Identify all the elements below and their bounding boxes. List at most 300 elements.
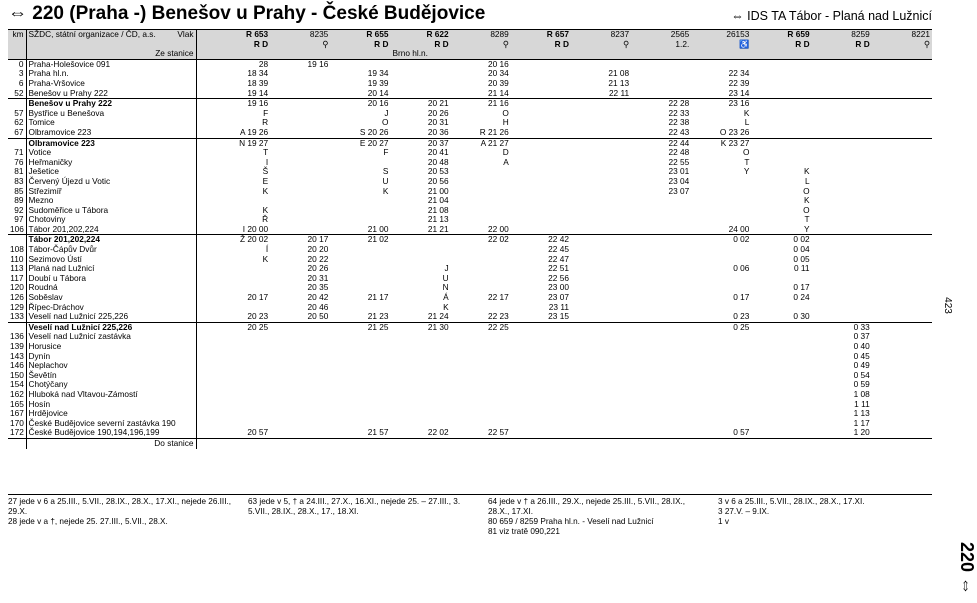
km-value: 89 [14,195,24,206]
to-station-row [8,438,932,448]
time-cell: 21 08 [427,204,449,215]
km-value: 108 [10,244,24,255]
time-cell [210,380,270,390]
time-cell: 19 16 [270,59,330,69]
time-cell: 22 51 [548,263,569,274]
time-cell [210,342,270,352]
time-cell [451,342,511,352]
time-cell [812,312,872,322]
time-cell: 23 07 [668,185,690,196]
station-name: Neplachov [26,361,196,371]
time-cell [571,390,631,400]
time-cell: 22 00 [488,223,509,234]
time-cell [691,342,751,352]
time-cell: 21 13 [608,77,630,88]
time-cell [631,196,691,206]
page-footer-route: 220 ⇔ [957,541,977,595]
table-row [8,99,932,109]
time-cell [390,69,450,79]
time-cell [270,128,330,138]
time-cell [571,177,631,187]
time-cell [631,303,691,313]
time-cell [270,158,330,168]
station-name: Roudná [26,283,196,293]
time-cell [571,342,631,352]
time-cell [451,390,511,400]
table-row [8,206,932,216]
table-row [8,69,932,79]
station-name: Veselí nad Lužnicí zastávka [26,332,196,342]
route-title [8,3,485,25]
time-cell [691,274,751,284]
time-cell [571,274,631,284]
time-cell: 0 23 [733,311,750,322]
time-cell: R 21 26 [479,126,509,137]
time-cell: 23 14 [728,87,750,98]
station-name: Chotoviny [26,215,196,225]
km-header: km [8,30,26,40]
time-cell [511,342,571,352]
km-value: 97 [14,214,24,225]
time-cell [751,99,811,109]
timetable-body [8,59,932,438]
time-cell [691,400,751,410]
station-name: Tábor 201,202,224 [26,235,196,245]
time-cell [390,59,450,69]
time-cell [511,400,571,410]
time-cell: H [502,117,509,128]
station-name: Doubí u Tábora [26,274,196,284]
time-cell [631,371,691,381]
time-cell: 22 17 [488,292,509,303]
time-cell [571,312,631,322]
time-cell [691,380,751,390]
time-cell: 20 37 [390,138,450,148]
time-cell [631,215,691,225]
time-cell [872,128,932,138]
time-cell [330,371,390,381]
station-name: Soběslav [26,293,196,303]
time-cell: 22 34 [728,68,750,79]
time-cell [571,293,631,303]
time-cell [511,59,571,69]
time-cell: A 21 27 [451,138,511,148]
table-row [8,177,932,187]
time-cell: E 20 27 [330,138,390,148]
table-row [8,312,932,322]
km-value: 136 [10,331,24,342]
time-cell [210,274,270,284]
station-name: Veselí nad Lužnicí 225,226 [26,312,196,322]
time-cell [511,138,571,148]
km-value: 113 [10,263,24,274]
time-cell [631,342,691,352]
time-cell: 1 20 [853,427,870,438]
time-cell: 20 36 [427,126,449,137]
footnote: 3 v 6 a 25.III., 5.VII., 28.IX., 28.X., 17.XI. [718,497,865,506]
time-cell [631,235,691,245]
time-cell [511,322,571,332]
station-name: Benešov u Prahy 222 [26,99,196,109]
time-cell: 18 34 [247,68,269,79]
time-cell: 20 31 [427,117,449,128]
time-cell: 19 16 [210,99,270,109]
train-class: R D [812,40,872,50]
time-cell: 0 37 [853,331,870,342]
time-cell: 20 16 [451,59,511,69]
time-cell [511,225,571,235]
time-cell: 22 02 [427,427,449,438]
time-cell [210,196,270,206]
time-cell: 0 40 [853,341,870,351]
time-cell: 21 24 [427,311,449,322]
time-cell: 0 24 [793,292,810,303]
table-row [8,400,932,410]
time-cell [270,99,330,109]
footnotes [8,494,932,541]
train-no: R 653 [210,30,270,40]
time-cell: 23 16 [691,99,751,109]
time-cell [571,128,631,138]
time-cell: L [804,175,810,186]
time-cell [390,235,450,245]
footnote: 80 659 / 8259 Praha hl.n. - Veselí nad Lužnicí [488,517,654,526]
time-cell: K [743,107,750,118]
timetable-table [8,29,932,449]
km-value: 110 [10,253,24,264]
time-cell: 20 20 [307,244,329,255]
time-cell: 20 56 [427,175,449,186]
time-cell: K [262,204,269,215]
time-cell: 20 50 [307,311,329,322]
train-no: R 657 [511,30,571,40]
time-cell [751,380,811,390]
time-cell: 20 26 [307,263,329,274]
table-row [8,342,932,352]
time-cell: L [744,117,750,128]
station-name: Hrdějovice [26,409,196,419]
km-value: 52 [14,87,24,98]
time-cell [390,342,450,352]
time-cell [691,371,751,381]
time-cell [812,167,872,177]
time-cell [872,390,932,400]
time-cell [691,409,751,419]
time-cell [691,187,751,197]
time-cell [571,99,631,109]
time-cell [571,400,631,410]
km-value: 3 [18,68,24,79]
time-cell: 20 34 [488,68,509,79]
time-cell [330,245,390,255]
time-cell [872,342,932,352]
time-cell [691,352,751,362]
time-cell [390,89,450,99]
time-cell: 20 17 [247,292,269,303]
time-cell: R [262,117,269,128]
origin-station: Brno hl.n. [390,49,450,59]
time-cell [270,138,330,148]
time-cell [812,187,872,197]
time-cell [751,332,811,342]
km-value: 170 [10,417,24,428]
table-row [8,215,932,225]
station-name: Sezimovo Ústí [26,255,196,265]
time-cell [751,428,811,438]
time-cell [511,99,571,109]
time-cell [210,264,270,274]
train-no: R 659 [751,30,811,40]
time-cell [751,419,811,429]
train-no: R 622 [390,30,450,40]
station-name: Olbramovice 223 [26,128,196,138]
time-cell [571,215,631,225]
train-class: R D [330,40,390,50]
time-cell [872,109,932,119]
station-name: Dynín [26,352,196,362]
time-cell [270,69,330,79]
table-row [8,264,932,274]
time-cell: 24 00 [728,223,750,234]
time-cell: I 20 00 [242,223,269,234]
time-cell [270,89,330,99]
time-cell: 20 39 [488,77,509,88]
time-cell: 0 02 [691,235,751,245]
table-row [8,187,932,197]
time-cell [210,361,270,371]
time-cell [872,303,932,313]
time-cell [751,400,811,410]
table-row [8,138,932,148]
ids-arrow-icon: ⇔ [731,9,744,23]
time-cell [511,352,571,362]
time-cell [571,371,631,381]
time-cell [270,187,330,197]
km-value: 162 [10,388,24,399]
time-cell: I [265,156,269,167]
train-number-row [8,30,932,40]
time-cell: 23 01 [668,166,690,177]
station-name: Mezno [26,196,196,206]
bike-icon: ⚲ [872,40,932,50]
time-cell: Š [262,166,269,177]
time-cell [511,215,571,225]
time-cell [751,390,811,400]
time-cell: O 23 26 [719,126,750,137]
time-cell [330,264,390,274]
table-row [8,361,932,371]
time-cell [451,264,511,274]
time-cell [812,293,872,303]
time-cell: K 23 27 [691,138,751,148]
time-cell: 22 57 [488,427,509,438]
time-cell: 0 02 [751,235,811,245]
time-cell [751,128,811,138]
time-cell: 21 21 [427,223,449,234]
time-cell [872,235,932,245]
station-name: Benešov u Prahy 222 [26,89,196,99]
station-name: Chotýčany [26,380,196,390]
station-name: Heřmaničky [26,158,196,168]
time-cell [872,274,932,284]
time-cell [691,390,751,400]
time-cell: 20 14 [367,87,389,98]
time-cell [872,400,932,410]
time-cell [270,196,330,206]
time-cell: 0 30 [793,311,810,322]
time-cell [511,118,571,128]
time-cell [511,79,571,89]
time-cell [330,196,390,206]
time-cell [390,79,450,89]
train-class: 1.2. [631,40,691,50]
time-cell [812,225,872,235]
time-cell [511,148,571,158]
time-cell [631,69,691,79]
time-cell [390,352,450,362]
time-cell: K [262,185,269,196]
time-cell: O [803,185,810,196]
table-row [8,428,932,438]
time-cell: 20 42 [307,292,329,303]
time-cell [872,380,932,390]
station-name: Veselí nad Lužnicí 225,226 [26,322,196,332]
time-cell [270,167,330,177]
time-cell [270,215,330,225]
time-cell: 23 07 [548,292,569,303]
from-station-row [8,49,932,59]
time-cell [751,118,811,128]
time-cell: 20 22 [307,253,329,264]
time-cell [270,409,330,419]
time-cell: K [262,253,269,264]
time-cell [511,167,571,177]
time-cell [751,361,811,371]
time-cell [631,419,691,429]
train-class: R D [511,40,571,50]
time-cell [691,332,751,342]
time-cell [812,89,872,99]
time-cell [571,303,631,313]
time-cell [631,361,691,371]
time-cell [330,342,390,352]
time-cell [451,177,511,187]
time-cell [270,380,330,390]
time-cell [451,400,511,410]
time-cell: 22 45 [548,244,569,255]
time-cell: D [502,147,509,158]
time-cell [511,332,571,342]
time-cell [210,390,270,400]
time-cell [571,206,631,216]
time-cell: 21 00 [367,223,389,234]
time-cell [751,322,811,332]
time-cell: F [263,107,269,118]
time-cell [631,409,691,419]
time-cell [390,390,450,400]
time-cell: A 19 26 [240,126,269,137]
footnote: 64 jede v † a 26.III., 29.X., nejede 25.III., 5.VII., 28.IX., 28.X., 17.XI. [488,497,686,516]
time-cell [451,206,511,216]
time-cell [812,148,872,158]
time-cell [330,409,390,419]
time-cell [872,167,932,177]
km-value: 62 [14,117,24,128]
route-arrow-icon: ⇔ [957,577,977,595]
time-cell [691,245,751,255]
time-cell [812,235,872,245]
time-cell [511,206,571,216]
time-cell: S [382,166,389,177]
time-cell: 22 43 [668,126,690,137]
station-name: Ševětín [26,371,196,381]
time-cell [751,158,811,168]
time-cell [751,79,811,89]
time-cell [571,380,631,390]
route-number: 220 [32,3,64,24]
time-cell: 22 28 [631,99,691,109]
time-cell [812,99,872,109]
time-cell [571,235,631,245]
time-cell [872,322,932,332]
time-cell [571,322,631,332]
time-cell: 0 25 [691,322,751,332]
time-cell [451,167,511,177]
time-cell [812,128,872,138]
time-cell: 20 46 [307,301,329,312]
time-cell [270,177,330,187]
time-cell [571,428,631,438]
time-cell: S 20 26 [359,126,389,137]
table-row [8,352,932,362]
time-cell [872,332,932,342]
time-cell: 0 57 [733,427,750,438]
time-cell [872,419,932,429]
time-cell: 20 23 [247,311,269,322]
train-no: 8259 [812,30,872,40]
time-cell [872,264,932,274]
time-cell [571,109,631,119]
time-cell [330,158,390,168]
train-no: 8237 [571,30,631,40]
time-cell [631,352,691,362]
station-name: České Budějovice severní zastávka 190 [26,419,196,429]
station-name: Hosín [26,400,196,410]
km-value: 126 [10,292,24,303]
time-cell: 23 11 [548,301,569,312]
time-cell [812,196,872,206]
km-value: 120 [10,282,24,293]
time-cell: 0 45 [853,350,870,361]
from-station-label: Ze stanice [26,49,196,59]
time-cell [270,419,330,429]
time-cell: 20 57 [247,427,269,438]
time-cell [270,225,330,235]
time-cell [812,59,872,69]
time-cell [691,361,751,371]
time-cell: 20 16 [330,99,390,109]
time-cell: 0 17 [793,282,810,293]
time-cell [511,158,571,168]
time-cell [210,400,270,410]
time-cell: 20 25 [210,322,270,332]
time-cell [872,255,932,265]
time-cell [812,245,872,255]
time-cell [872,99,932,109]
time-cell [872,187,932,197]
time-cell [270,322,330,332]
time-cell [511,196,571,206]
